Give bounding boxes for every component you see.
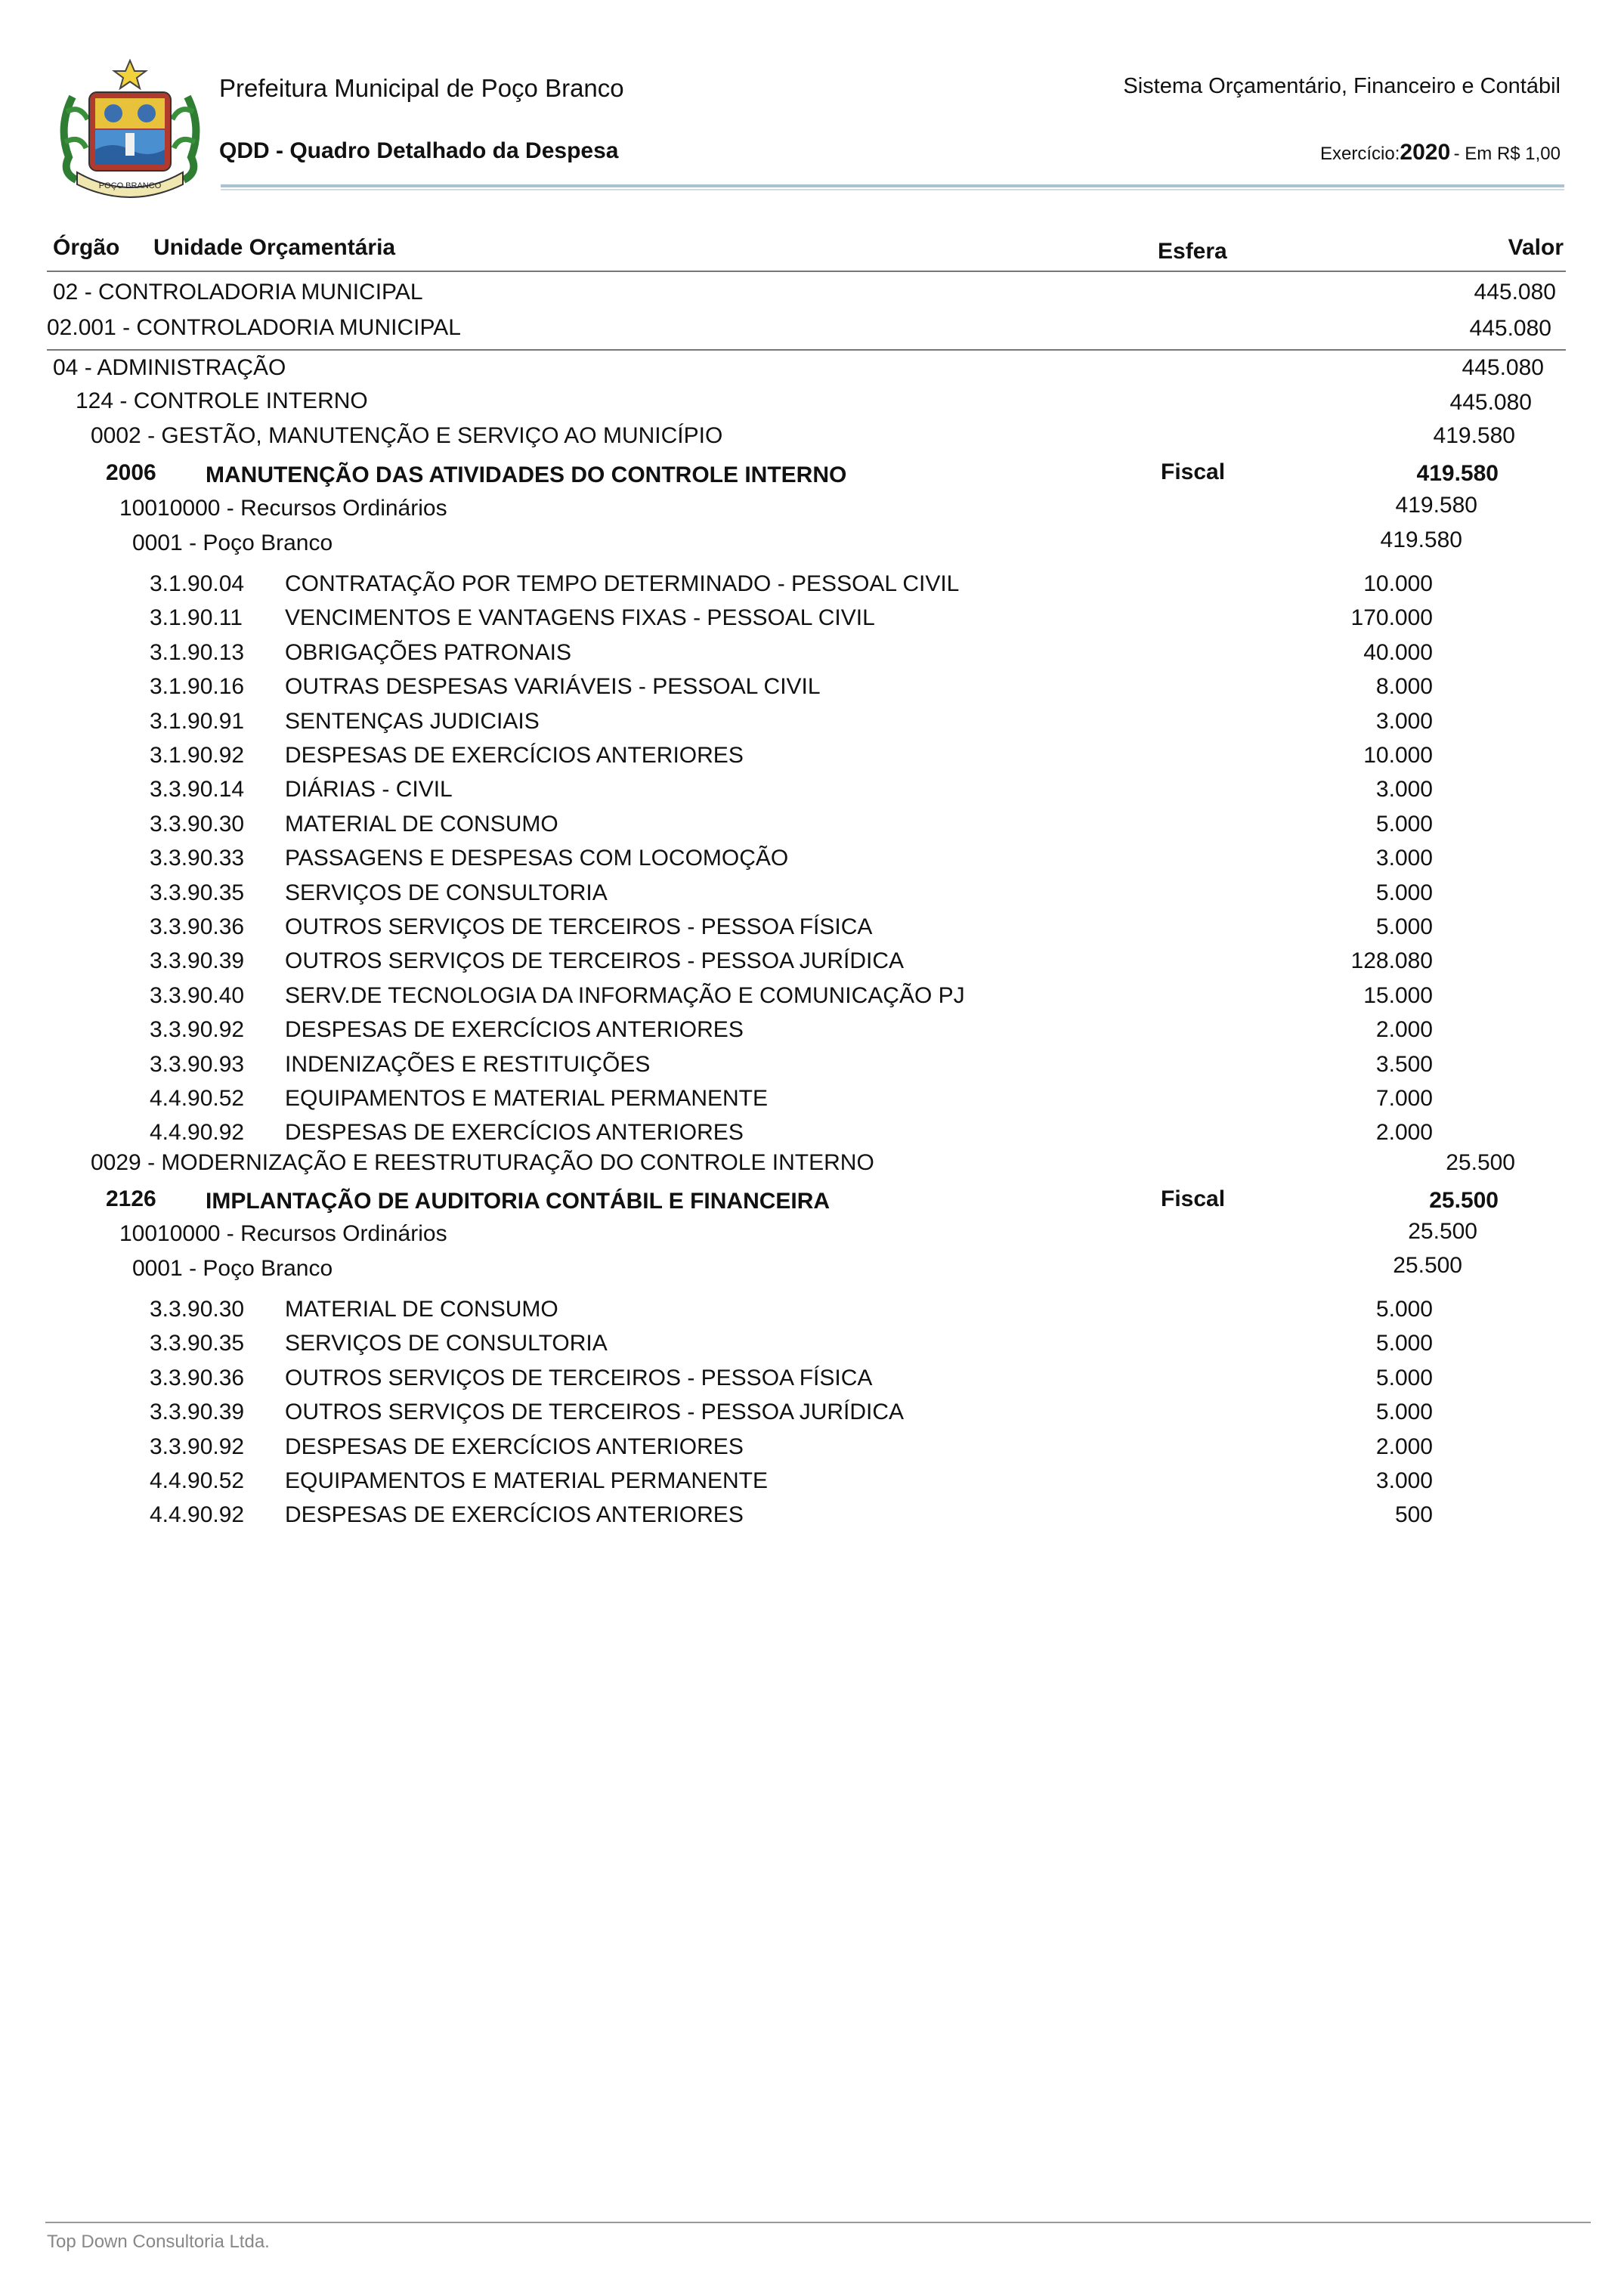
funcao-value: 445.080 [1462,355,1544,380]
col-header-orgao: Órgão [53,235,120,260]
header-rule [221,184,1564,187]
item-value: 5.000 [1375,812,1433,837]
item-description: SENTENÇAS JUDICIAIS [285,709,540,734]
program-value: 419.580 [1433,423,1515,448]
item-code: 3.3.90.92 [150,1434,245,1459]
item-code: 4.4.90.92 [150,1502,245,1527]
item-description: SERVIÇOS DE CONSULTORIA [285,1331,608,1356]
item-code: 3.3.90.40 [150,983,245,1008]
item-value: 2.000 [1375,1017,1433,1042]
item-description: DESPESAS DE EXERCÍCIOS ANTERIORES [285,1434,744,1459]
item-value: 5.000 [1375,1297,1433,1322]
item-code: 3.3.90.30 [150,1297,245,1322]
item-description: SERV.DE TECNOLOGIA DA INFORMAÇÃO E COMUNICAÇÃO PJ [285,983,965,1008]
orgao-value: 445.080 [1474,280,1556,305]
item-code: 4.4.90.52 [150,1086,245,1111]
subfuncao-label: 124 - CONTROLE INTERNO [76,388,368,413]
item-description: OUTROS SERVIÇOS DE TERCEIROS - PESSOA JURÍDICA [285,1400,905,1424]
item-description: CONTRATAÇÃO POR TEMPO DETERMINADO - PESSOAL CIVIL [285,571,960,596]
item-value: 3.000 [1375,709,1433,734]
location-label: 0001 - Poço Branco [132,530,333,555]
program-value: 25.500 [1446,1150,1515,1175]
item-code: 3.3.90.39 [150,948,245,973]
item-value: 500 [1394,1502,1433,1527]
resource-source-label: 10010000 - Recursos Ordinários [119,1221,447,1246]
item-code: 3.1.90.13 [150,640,245,665]
unidade-value: 445.080 [1469,316,1551,341]
item-value: 3.000 [1375,846,1433,871]
footer-rule [45,2222,1591,2223]
footer-company: Top Down Consultoria Ltda. [47,2232,270,2252]
action-code: 2126 [106,1186,156,1211]
orgao-label: 02 - CONTROLADORIA MUNICIPAL [53,280,423,305]
item-code: 3.3.90.33 [150,846,245,871]
item-description: DIÁRIAS - CIVIL [285,777,453,802]
item-code: 3.3.90.35 [150,1331,245,1356]
item-value: 2.000 [1375,1434,1433,1459]
exercise-label: Exercício: [1320,144,1400,164]
item-description: MATERIAL DE CONSUMO [285,1297,558,1322]
item-code: 3.1.90.92 [150,743,245,768]
header-rule-shadow [221,189,1564,190]
item-code: 4.4.90.92 [150,1120,245,1145]
item-value: 5.000 [1375,1366,1433,1390]
item-code: 3.3.90.36 [150,914,245,939]
item-code: 3.3.90.36 [150,1366,245,1390]
funcao-label: 04 - ADMINISTRAÇÃO [53,355,286,380]
item-code: 3.1.90.16 [150,674,245,699]
item-code: 3.3.90.14 [150,777,245,802]
item-value: 170.000 [1350,605,1433,630]
crest-ribbon-text: POÇO BRANCO [98,181,162,190]
system-name: Sistema Orçamentário, Financeiro e Contábil [1123,74,1561,98]
item-code: 3.1.90.11 [150,605,243,630]
item-description: EQUIPAMENTOS E MATERIAL PERMANENTE [285,1086,768,1111]
item-description: DESPESAS DE EXERCÍCIOS ANTERIORES [285,743,744,768]
action-value: 25.500 [1429,1188,1499,1213]
col-header-unidade: Unidade Orçamentária [153,235,396,260]
item-description: VENCIMENTOS E VANTAGENS FIXAS - PESSOAL CIVIL [285,605,875,630]
exercise-year: 2020 [1400,140,1451,165]
item-code: 3.1.90.91 [150,709,245,734]
program-label: 0029 - MODERNIZAÇÃO E REESTRUTURAÇÃO DO CONTROLE INTERNO [91,1150,874,1175]
col-header-valor: Valor [1508,235,1564,260]
subfuncao-value: 445.080 [1449,390,1532,415]
unidade-rule [47,349,1566,351]
item-description: DESPESAS DE EXERCÍCIOS ANTERIORES [285,1120,744,1145]
action-esfera: Fiscal [1161,459,1226,484]
resource-source-value: 25.500 [1408,1219,1477,1244]
action-code: 2006 [106,460,156,485]
item-description: PASSAGENS E DESPESAS COM LOCOMOÇÃO [285,846,789,871]
item-description: INDENIZAÇÕES E RESTITUIÇÕES [285,1052,651,1077]
item-value: 8.000 [1375,674,1433,699]
action-value: 419.580 [1416,461,1499,486]
action-title: MANUTENÇÃO DAS ATIVIDADES DO CONTROLE INTERNO [206,462,847,487]
item-value: 7.000 [1375,1086,1433,1111]
item-description: EQUIPAMENTOS E MATERIAL PERMANENTE [285,1468,768,1493]
item-description: DESPESAS DE EXERCÍCIOS ANTERIORES [285,1017,744,1042]
item-value: 3.000 [1375,1468,1433,1493]
column-header-rule [47,271,1566,272]
location-value: 25.500 [1393,1253,1462,1278]
resource-source-value: 419.580 [1395,493,1477,518]
action-esfera: Fiscal [1161,1186,1226,1211]
resource-source-label: 10010000 - Recursos Ordinários [119,496,447,521]
item-description: OBRIGAÇÕES PATRONAIS [285,640,571,665]
item-code: 3.1.90.04 [150,571,245,596]
item-value: 10.000 [1363,571,1433,596]
item-description: OUTROS SERVIÇOS DE TERCEIROS - PESSOA FÍSICA [285,1366,873,1390]
item-description: SERVIÇOS DE CONSULTORIA [285,880,608,905]
unidade-label: 02.001 - CONTROLADORIA MUNICIPAL [47,315,461,340]
municipal-crest-logo [50,59,210,204]
program-label: 0002 - GESTÃO, MANUTENÇÃO E SERVIÇO AO MUNICÍPIO [91,423,723,448]
col-header-esfera: Esfera [1158,239,1227,264]
currency-note: - Em R$ 1,00 [1453,144,1561,164]
item-code: 3.3.90.39 [150,1400,245,1424]
item-value: 15.000 [1363,983,1433,1008]
location-value: 419.580 [1380,527,1462,552]
item-code: 3.3.90.93 [150,1052,245,1077]
item-description: OUTRAS DESPESAS VARIÁVEIS - PESSOAL CIVIL [285,674,821,699]
item-value: 5.000 [1375,914,1433,939]
item-description: OUTROS SERVIÇOS DE TERCEIROS - PESSOA FÍSICA [285,914,873,939]
item-value: 3.500 [1375,1052,1433,1077]
item-value: 40.000 [1363,640,1433,665]
item-value: 128.080 [1350,948,1433,973]
item-code: 4.4.90.52 [150,1468,245,1493]
item-code: 3.3.90.30 [150,812,245,837]
item-value: 5.000 [1375,1331,1433,1356]
item-description: DESPESAS DE EXERCÍCIOS ANTERIORES [285,1502,744,1527]
location-label: 0001 - Poço Branco [132,1256,333,1281]
item-description: MATERIAL DE CONSUMO [285,812,558,837]
report-title: QDD - Quadro Detalhado da Despesa [219,138,619,163]
exercise-info [1320,141,1561,164]
item-value: 5.000 [1375,1400,1433,1424]
item-code: 3.3.90.92 [150,1017,245,1042]
item-code: 3.3.90.35 [150,880,245,905]
item-value: 10.000 [1363,743,1433,768]
item-description: OUTROS SERVIÇOS DE TERCEIROS - PESSOA JURÍDICA [285,948,905,973]
action-title: IMPLANTAÇÃO DE AUDITORIA CONTÁBIL E FINANCEIRA [206,1189,831,1214]
item-value: 5.000 [1375,880,1433,905]
municipality-name: Prefeitura Municipal de Poço Branco [219,74,624,102]
item-value: 2.000 [1375,1120,1433,1145]
item-value: 3.000 [1375,777,1433,802]
